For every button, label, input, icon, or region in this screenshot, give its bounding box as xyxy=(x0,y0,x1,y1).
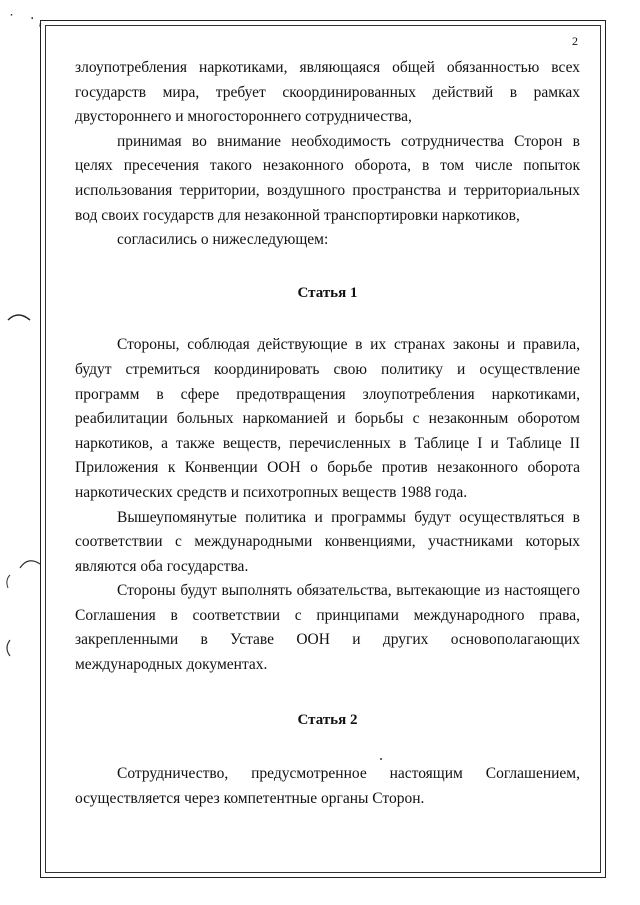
article-1-paragraph-1: Стороны, соблюдая действующие в их странах законы и правила, будут стремиться координировать свою политику и осуществление программ в сфере предотвращения злоупотребления наркотиками, реабилитации больных наркоманией и борьбы с незаконным оборотом наркотиков, а также веществ, перечисленных в Таблице I и Таблице II Приложения к Конвенции ООН о борьбе против незаконного оборота наркотических средств и психотропных веществ 1988 года. xyxy=(75,336,580,501)
article-1-title: Статья 1 xyxy=(297,284,358,301)
hole-punch-mark-1 xyxy=(8,315,30,320)
hole-punch-mark-3 xyxy=(7,575,10,588)
scan-mark-3: ‚ xyxy=(38,13,43,29)
hole-punch-mark-2 xyxy=(20,561,40,568)
paragraph-agreed: согласились о нижеследующем: xyxy=(117,231,329,249)
paragraph-continuation: злоупотребления наркотиками, являющаяся общей обязанностью всех государств мира, требует скоординированных действий в рамках двустороннего и многостороннего сотрудничества, xyxy=(75,59,580,126)
page-number: 2 xyxy=(572,34,578,48)
scan-mark-2: · xyxy=(30,11,35,27)
article-2-paragraph-1: Сотрудничество, предусмотренное настоящим Соглашением, осуществляется через компетентные органы Сторон. xyxy=(75,765,580,807)
article-1-paragraph-3: Стороны будут выполнять обязательства, вытекающие из настоящего Соглашения в соответствии с принципами международного права, закрепленными в Уставе ООН и других основополагающих международных документах. xyxy=(75,582,580,674)
hole-punch-mark-4 xyxy=(7,640,10,656)
article-2-title: Статья 2 xyxy=(297,711,358,728)
document-body xyxy=(75,56,580,811)
scan-mark-1: ˙ xyxy=(8,13,15,29)
article-1-paragraph-2: Вышеупомянутые политика и программы будут осуществляться в соответствии с международными конвенциями, участниками которых являются оба государства. xyxy=(75,508,580,575)
paragraph-considering: принимая во внимание необходимость сотрудничества Сторон в целях пресечения такого незаконного оборота, в том числе попыток использования территории, воздушного пространства и территориальных вод своих государств для незаконной транспортировки наркотиков, xyxy=(75,132,580,224)
